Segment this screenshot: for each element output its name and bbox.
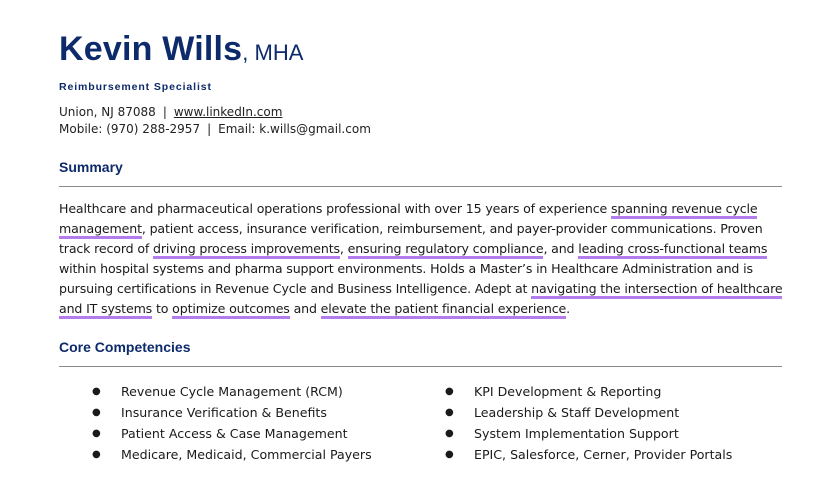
job-title: Reimbursement Specialist xyxy=(59,81,212,93)
separator: | xyxy=(162,105,167,119)
competency-label: System Implementation Support xyxy=(474,426,679,441)
name-header xyxy=(59,30,303,69)
summary-text: to xyxy=(152,301,173,316)
bullet-icon: ● xyxy=(445,407,454,418)
competency-item xyxy=(92,402,372,423)
competency-label: Leadership & Staff Development xyxy=(474,405,680,420)
competency-label: Patient Access & Case Management xyxy=(121,426,348,441)
highlighted-phrase: optimize outcomes xyxy=(172,301,290,319)
competency-label: Insurance Verification & Benefits xyxy=(121,405,327,420)
candidate-name: Kevin Wills xyxy=(59,30,243,68)
contact-line-1 xyxy=(59,105,282,119)
core-competencies-heading: Core Competencies xyxy=(59,339,191,355)
bullet-icon: ● xyxy=(92,407,101,418)
summary-text: , patient access, insurance verification, reimbursement, and payer-provider communications. Proven track record of xyxy=(59,221,763,256)
competencies-right-column xyxy=(445,381,732,465)
highlighted-phrase: elevate the patient financial experience xyxy=(321,301,566,319)
highlighted-phrase: ensuring regulatory compliance xyxy=(348,241,544,259)
summary-text: , and xyxy=(543,241,579,256)
summary-text: , xyxy=(339,241,348,256)
bullet-icon: ● xyxy=(445,386,454,397)
summary-heading: Summary xyxy=(59,159,123,175)
divider xyxy=(59,366,782,367)
divider xyxy=(59,186,782,187)
credential: , MHA xyxy=(242,40,304,65)
highlighted-phrase: spanning revenue cycle management xyxy=(59,201,757,239)
competency-label: EPIC, Salesforce, Cerner, Provider Portals xyxy=(474,447,733,462)
bullet-icon: ● xyxy=(92,386,101,397)
bullet-icon: ● xyxy=(92,449,101,460)
contact-line-2 xyxy=(59,122,371,136)
email: Email: k.wills@gmail.com xyxy=(218,122,371,136)
competency-item xyxy=(445,444,732,465)
bullet-icon: ● xyxy=(92,428,101,439)
competency-item xyxy=(445,402,732,423)
summary-text: Healthcare and pharmaceutical operations professional with over 15 years of experience xyxy=(59,201,611,216)
mobile: Mobile: (970) 288-2957 xyxy=(59,122,201,136)
competency-label: KPI Development & Reporting xyxy=(474,384,662,399)
competency-item xyxy=(445,423,732,444)
bullet-icon: ● xyxy=(445,428,454,439)
competency-item xyxy=(92,423,372,444)
highlighted-phrase: driving process improvements xyxy=(153,241,340,259)
competency-label: Revenue Cycle Management (RCM) xyxy=(121,384,343,399)
separator: | xyxy=(207,122,212,136)
competencies-left-column xyxy=(92,381,372,465)
linkedin-link[interactable]: www.linkedIn.com xyxy=(173,105,283,119)
summary-text: . xyxy=(566,301,570,316)
highlighted-phrase: navigating the intersection of healthcare and IT systems xyxy=(59,281,782,319)
competency-item xyxy=(92,444,372,465)
highlighted-phrase: leading cross-functional teams xyxy=(578,241,767,259)
competency-item xyxy=(92,381,372,402)
summary-text: within hospital systems and pharma support environments. Holds a Master’s in Healthcare Administration and is pursuing certifications in Revenue Cycle and Business Intelligence. Adept at xyxy=(59,261,753,296)
location: Union, NJ 87088 xyxy=(59,105,156,119)
summary-text: and xyxy=(289,301,321,316)
summary-paragraph xyxy=(59,199,783,319)
competency-label: Medicare, Medicaid, Commercial Payers xyxy=(121,447,372,462)
competency-item xyxy=(445,381,732,402)
bullet-icon: ● xyxy=(445,449,454,460)
